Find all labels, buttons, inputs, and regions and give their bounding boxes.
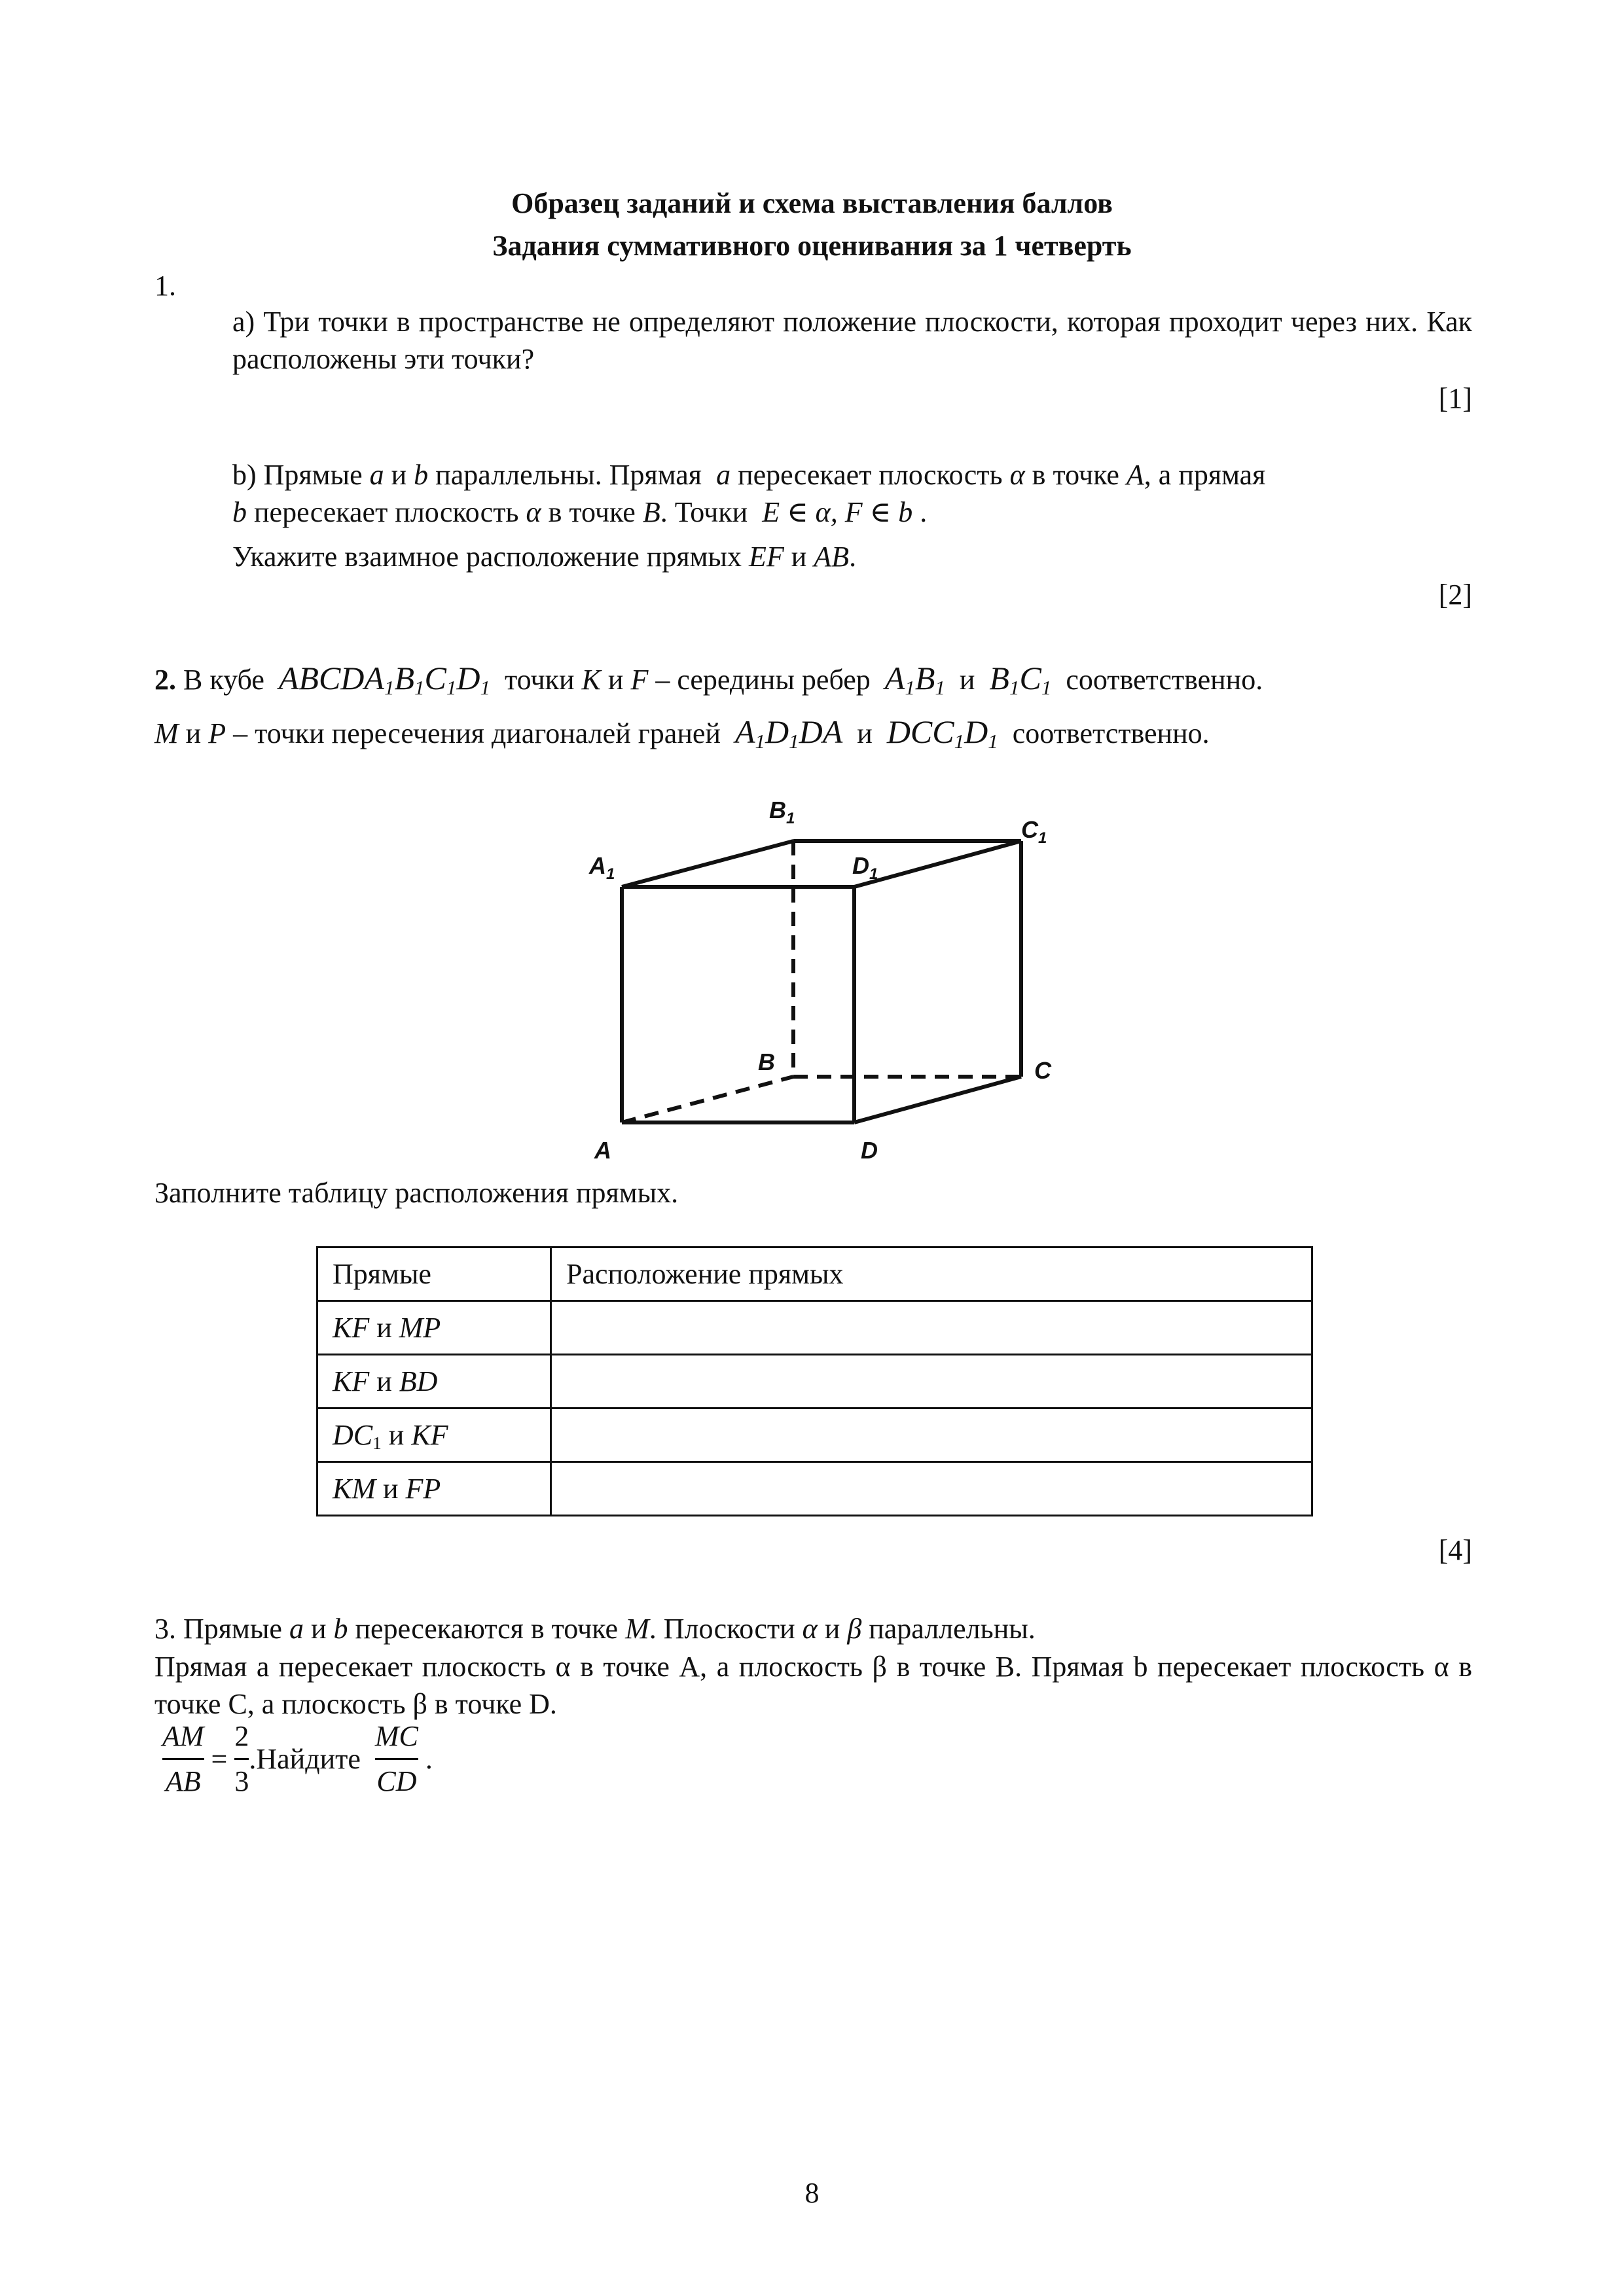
table-cell-answer[interactable] bbox=[551, 1355, 1312, 1408]
lines-table bbox=[316, 1246, 1313, 1516]
table-header-position: Расположение прямых bbox=[551, 1247, 1312, 1301]
vertex-label-d1: $D_1$ bbox=[852, 852, 878, 883]
table-cell-answer[interactable] bbox=[551, 1301, 1312, 1355]
table-row bbox=[317, 1355, 1312, 1408]
table-prompt: Заполните таблицу расположения прямых. bbox=[154, 1177, 679, 1209]
vertex-label-c1: $C_1$ bbox=[1021, 816, 1047, 847]
task1-b-line2: b пересекает плоскость α в точке B. Точки E ∈ α, F ∈ b . bbox=[232, 496, 928, 528]
task3-formula: $\frac{AM}{AB}$ = $\frac{2}{3}$ .Найдите $\frac{MC}{CD}$ . bbox=[162, 1715, 433, 1803]
task1-b-formula: E ∈ α, F ∈ b bbox=[762, 496, 913, 528]
table-row bbox=[317, 1301, 1312, 1355]
task1-number: 1. bbox=[154, 270, 176, 302]
task2-line2: M и P – точки пересечения диагоналей граней $A_1D_1DA$ и $DCC_1D_1$ соответственно. bbox=[154, 713, 1210, 753]
page-number: 8 bbox=[804, 2177, 820, 2209]
page-title: Образец заданий и схема выставления баллов bbox=[511, 187, 1113, 219]
table-cell-lines: $DC_1$ и KF bbox=[317, 1408, 551, 1462]
task3-line1: 3. Прямые a и b пересекаются в точке M. Плоскости α и β параллельны. bbox=[154, 1613, 1036, 1645]
task1-b-line3: Укажите взаимное расположение прямых EF и AB. bbox=[232, 541, 857, 573]
fraction-two-thirds: $\frac{2}{3}$ bbox=[234, 1715, 249, 1803]
vertex-label-b: B bbox=[758, 1049, 775, 1075]
vertex-label-a1: $A_1$ bbox=[589, 852, 615, 883]
table-cell-answer[interactable] bbox=[551, 1462, 1312, 1516]
task2-score: [4] bbox=[1438, 1534, 1472, 1566]
vertex-label-c: C bbox=[1034, 1057, 1051, 1084]
fraction-am-ab: $\frac{AM}{AB}$ bbox=[162, 1715, 204, 1803]
fraction-mc-cd: $\frac{MC}{CD}$ bbox=[375, 1715, 418, 1803]
task3-line2: Прямая a пересекает плоскость α в точке A, а плоскость β в точке B. Прямая b пересекает плоскость α в точке C, а плоскость β в точке D. bbox=[154, 1651, 1472, 1721]
task1-a-text: a) Три точки в пространстве не определяют положение плоскости, которая проходит через них. Как расположены эти точки? bbox=[232, 306, 1472, 376]
table-cell-lines: KF и BD bbox=[317, 1355, 551, 1408]
table-header-row bbox=[317, 1247, 1312, 1301]
table-header-lines: Прямые bbox=[317, 1247, 551, 1301]
table-cell-lines: KM и FP bbox=[317, 1462, 551, 1516]
task2-line1: 2. В кубе $ABCDA_1B_1C_1D_1$ точки K и F – середины ребер $A_1B_1$ и $B_1C_1$ соответственно. bbox=[154, 660, 1263, 699]
vertex-label-d: D bbox=[861, 1137, 878, 1164]
vertex-label-b1: $B_1$ bbox=[769, 797, 795, 827]
vertex-label-a: A bbox=[594, 1137, 611, 1164]
table-row bbox=[317, 1408, 1312, 1462]
task1-b-line1: b) Прямые a и b параллельны. Прямая a пересекает плоскость α в точке A, а прямая bbox=[232, 459, 1266, 491]
table-row bbox=[317, 1462, 1312, 1516]
table-cell-lines: KF и MP bbox=[317, 1301, 551, 1355]
task1-a-score: [1] bbox=[1438, 382, 1472, 414]
cube-diagram bbox=[563, 792, 1087, 1185]
table-cell-answer[interactable] bbox=[551, 1408, 1312, 1462]
page-subtitle: Задания суммативного оценивания за 1 четверть bbox=[492, 230, 1132, 262]
task1-b-score: [2] bbox=[1438, 579, 1472, 611]
